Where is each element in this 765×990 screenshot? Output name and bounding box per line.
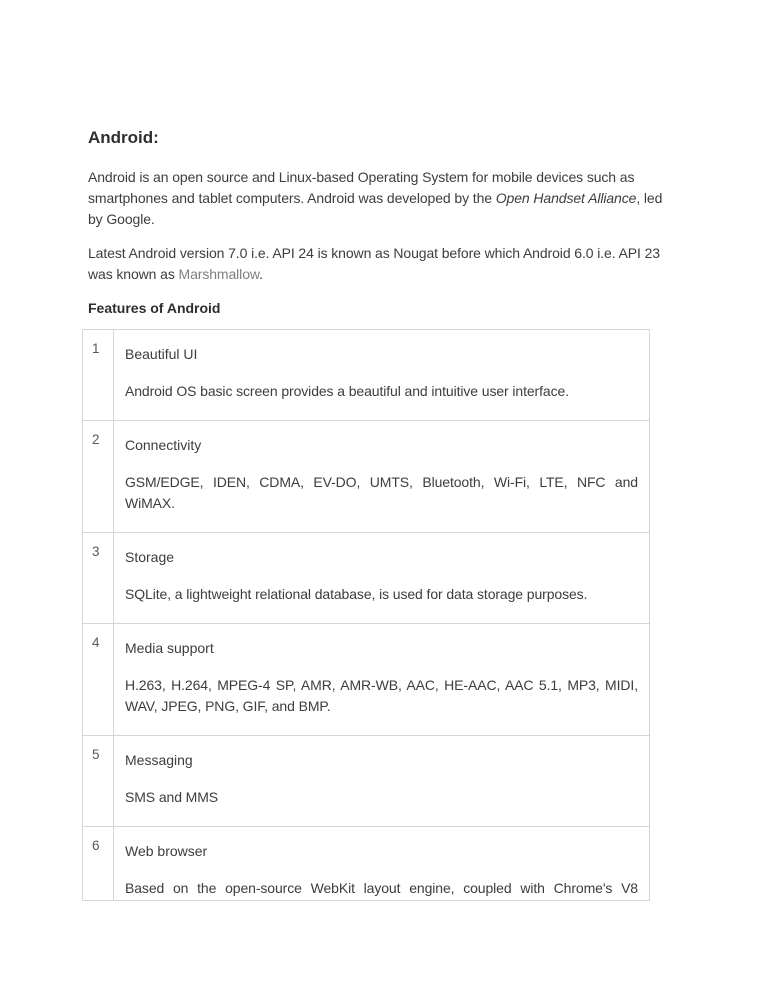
table-row-storage xyxy=(83,533,649,624)
table-row-beautiful-ui xyxy=(83,330,649,421)
features-table xyxy=(82,329,650,901)
feature-description: SMS and MMS xyxy=(125,789,219,805)
feature-title: Web browser xyxy=(125,843,208,859)
table-row-media-support xyxy=(83,624,649,736)
feature-description: Android OS basic screen provides a beautiful and intuitive user interface. xyxy=(125,383,569,399)
version-paragraph xyxy=(88,243,678,285)
feature-description: GSM/EDGE, IDEN, CDMA, EV-DO, UMTS, Bluetooth, Wi-Fi, LTE, NFC and WiMAX. xyxy=(125,474,638,511)
row-content xyxy=(114,421,649,532)
row-number: 1 xyxy=(83,330,114,420)
intro-paragraph xyxy=(88,167,678,230)
row-number: 5 xyxy=(83,736,114,826)
row-content xyxy=(114,624,649,735)
feature-description: H.263, H.264, MPEG-4 SP, AMR, AMR-WB, AAC, HE-AAC, AAC 5.1, MP3, MIDI, WAV, JPEG, PNG, GIF, and BMP. xyxy=(125,677,638,714)
row-number: 2 xyxy=(83,421,114,532)
row-number: 4 xyxy=(83,624,114,735)
row-content xyxy=(114,736,649,826)
version-text-start: Latest Android version 7.0 i.e. API 24 is known as Nougat before which Android 6.0 i.e. API 23 was known as xyxy=(88,245,660,282)
row-content xyxy=(114,533,649,623)
feature-description: SQLite, a lightweight relational database, is used for data storage purposes. xyxy=(125,586,588,602)
feature-title: Media support xyxy=(125,640,214,656)
table-row-web-browser xyxy=(83,827,649,900)
row-number: 3 xyxy=(83,533,114,623)
intro-text-italic: Open Handset Alliance xyxy=(495,190,637,206)
intro-text-start: Android is an open source and Linux-based Operating System for mobile devices such as smartphones and tablet computers. Android was developed by the xyxy=(88,169,635,206)
version-text-end: . xyxy=(259,266,263,282)
row-content xyxy=(114,330,649,420)
feature-title: Messaging xyxy=(125,752,193,768)
feature-title: Storage xyxy=(125,549,175,565)
table-row-connectivity xyxy=(83,421,649,533)
page-title: Android: xyxy=(88,128,159,147)
features-heading: Features of Android xyxy=(88,300,221,316)
document-content xyxy=(88,127,678,901)
table-row-messaging xyxy=(83,736,649,827)
feature-title: Beautiful UI xyxy=(125,346,198,362)
row-content xyxy=(114,827,649,900)
version-text-highlight: Marshmallow xyxy=(178,266,260,282)
row-number: 6 xyxy=(83,827,114,900)
intro-text-end: , led by Google. xyxy=(88,190,663,227)
feature-description: Based on the open-source WebKit layout engine, coupled with Chrome's V8 xyxy=(125,880,638,896)
feature-title: Connectivity xyxy=(125,437,202,453)
